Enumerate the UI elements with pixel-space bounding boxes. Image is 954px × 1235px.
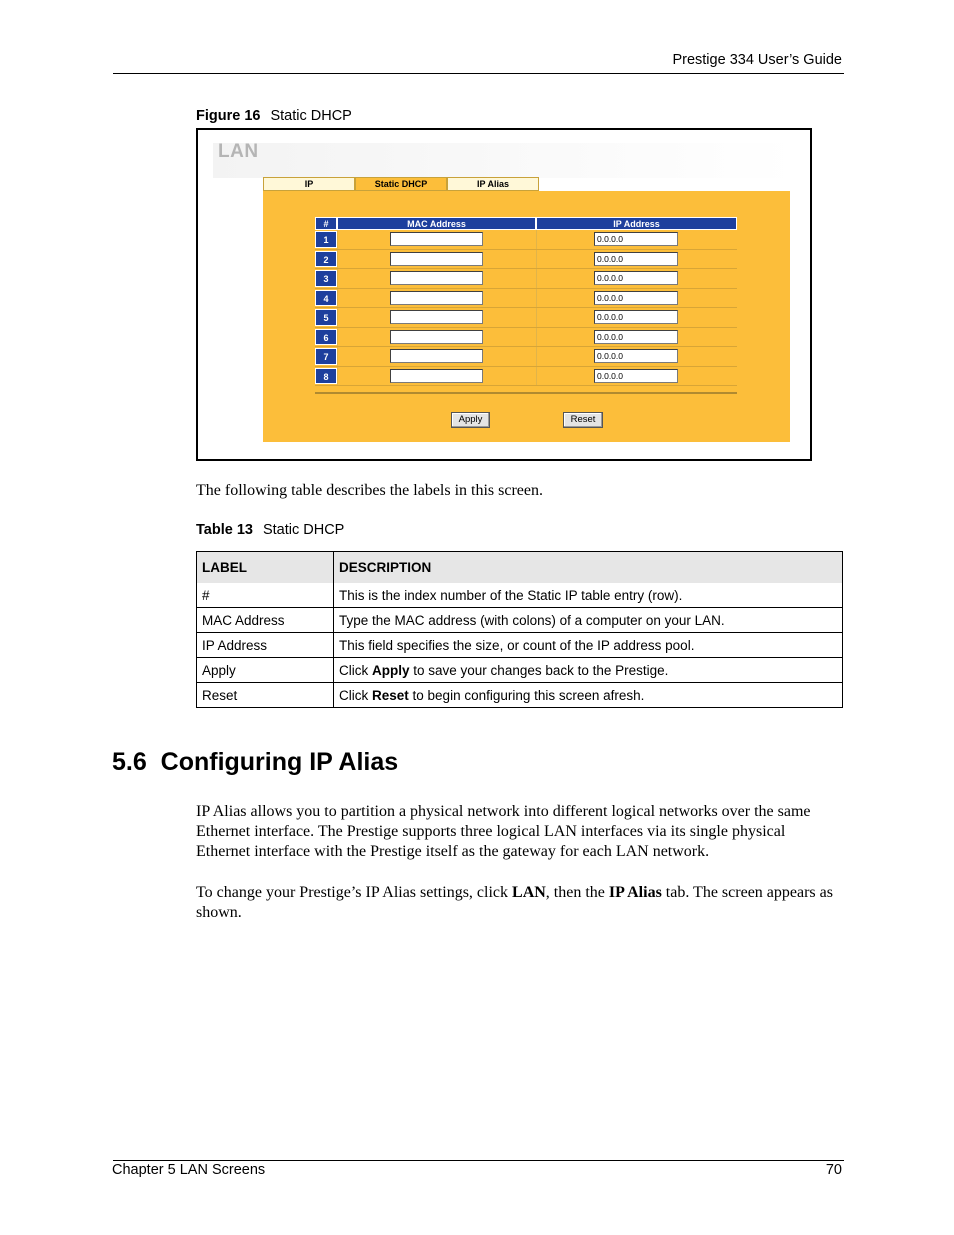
row-label: Reset <box>197 683 334 708</box>
mac-address-input[interactable] <box>390 349 483 363</box>
ip-address-input[interactable]: 0.0.0.0 <box>594 369 678 383</box>
ip-cell <box>536 308 737 327</box>
ip-address-input[interactable]: 0.0.0.0 <box>594 232 678 246</box>
table-row <box>197 608 843 633</box>
grid-row-index: 3 <box>315 270 337 287</box>
grid-row-index: 1 <box>315 231 337 248</box>
row-label: # <box>197 583 334 608</box>
p2-bold-lan: LAN <box>512 884 546 901</box>
ip-cell <box>536 328 737 347</box>
table-label: Table 13 <box>196 522 253 538</box>
ip-cell <box>536 367 737 386</box>
grid-row <box>315 230 737 250</box>
ip-address-input[interactable]: 0.0.0.0 <box>594 349 678 363</box>
mac-address-input[interactable] <box>390 252 483 266</box>
mac-address-input[interactable] <box>390 369 483 383</box>
table-body <box>197 583 843 708</box>
p2-bold-ip-alias: IP Alias <box>608 884 662 901</box>
grid-row <box>315 308 737 328</box>
description-text: Type the MAC address (with colons) of a computer on your LAN. <box>339 612 725 628</box>
grid-row <box>315 347 737 367</box>
table-row <box>197 683 843 708</box>
screen-title-band <box>213 143 797 178</box>
table-row <box>197 633 843 658</box>
tab-static-dhcp[interactable]: Static DHCP <box>355 177 447 191</box>
ip-address-input[interactable]: 0.0.0.0 <box>594 252 678 266</box>
mac-cell <box>337 328 536 347</box>
grid-header-index: # <box>315 217 337 230</box>
ip-cell <box>536 230 737 249</box>
ip-address-input[interactable]: 0.0.0.0 <box>594 291 678 305</box>
section-paragraph-1: IP Alias allows you to partition a physical network into different logical networks over the same Ethernet interface. The Prestige supports three logical LAN interfaces via its single physical Ethernet interface with the Prestige itself as the gateway for each LAN network. <box>196 803 811 860</box>
section-paragraph-2 <box>196 883 836 923</box>
grid-row-index: 2 <box>315 251 337 268</box>
row-description <box>334 683 843 708</box>
table-title: Static DHCP <box>262 522 345 538</box>
p2-text-mid: , then the <box>545 884 609 901</box>
grid-row-index: 4 <box>315 290 337 307</box>
row-label: Apply <box>197 658 334 683</box>
figure-title: Static DHCP <box>270 108 352 124</box>
grid-row <box>315 289 737 309</box>
row-label: MAC Address <box>197 608 334 633</box>
footer-chapter: Chapter 5 LAN Screens <box>112 1162 266 1178</box>
grid-row-index: 5 <box>315 309 337 326</box>
mac-address-input[interactable] <box>390 271 483 285</box>
static-dhcp-grid <box>315 217 737 386</box>
grid-row <box>315 250 737 270</box>
mac-address-input[interactable] <box>390 310 483 324</box>
row-description <box>334 658 843 683</box>
grid-header-ip: IP Address <box>536 217 737 230</box>
ip-cell <box>536 250 737 269</box>
section-heading: 5.6 Configuring IP Alias <box>112 748 399 776</box>
tab-ip-alias[interactable]: IP Alias <box>447 177 539 191</box>
p2-text-start: To change your Prestige’s IP Alias settings, click <box>196 884 513 901</box>
screen-page-title: LAN <box>218 141 259 162</box>
grid-divider <box>315 392 737 394</box>
table-caption <box>196 522 344 538</box>
mac-address-input[interactable] <box>390 232 483 246</box>
row-label: IP Address <box>197 633 334 658</box>
p2-text-end: tab. The screen appears as shown. <box>196 884 833 921</box>
ip-address-input[interactable]: 0.0.0.0 <box>594 271 678 285</box>
footer-page-number: 70 <box>825 1162 842 1178</box>
mac-cell <box>337 289 536 308</box>
mac-cell <box>337 230 536 249</box>
description-bold: Reset <box>372 687 409 703</box>
description-text: Click <box>339 662 372 678</box>
table-header-row <box>197 552 843 584</box>
apply-button[interactable]: Apply <box>451 412 490 428</box>
mac-cell <box>337 269 536 288</box>
grid-header-mac: MAC Address <box>337 217 536 230</box>
grid-row <box>315 367 737 387</box>
description-text-end: to save your changes back to the Prestige. <box>409 662 669 678</box>
table-row <box>197 583 843 608</box>
screen-tab-bar <box>263 177 539 191</box>
mac-address-input[interactable] <box>390 291 483 305</box>
table-header-label: LABEL <box>197 552 334 584</box>
intro-text: The following table describes the labels in this screen. <box>196 482 544 499</box>
label-description-table <box>196 551 843 708</box>
reset-button[interactable]: Reset <box>563 412 603 428</box>
mac-cell <box>337 367 536 386</box>
grid-row-index: 7 <box>315 348 337 365</box>
grid-row-index: 8 <box>315 368 337 385</box>
mac-address-input[interactable] <box>390 330 483 344</box>
description-text: This is the index number of the Static IP table entry (row). <box>339 587 683 603</box>
grid-header-row <box>315 217 737 230</box>
description-bold: Apply <box>372 662 410 678</box>
grid-row-index: 6 <box>315 329 337 346</box>
row-description <box>334 633 843 658</box>
figure-caption <box>196 108 352 124</box>
tab-ip[interactable]: IP <box>263 177 355 191</box>
table-header-description: DESCRIPTION <box>334 552 843 584</box>
ip-cell <box>536 289 737 308</box>
grid-row <box>315 328 737 348</box>
description-text: Click <box>339 687 372 703</box>
table-row <box>197 658 843 683</box>
mac-cell <box>337 308 536 327</box>
description-text-end: to begin configuring this screen afresh. <box>408 687 645 703</box>
ip-cell <box>536 269 737 288</box>
mac-cell <box>337 347 536 366</box>
footer-rule <box>113 1160 844 1161</box>
figure-label: Figure 16 <box>196 108 261 124</box>
ip-cell <box>536 347 737 366</box>
ip-address-input[interactable]: 0.0.0.0 <box>594 330 678 344</box>
row-description <box>334 583 843 608</box>
running-header: Prestige 334 User’s Guide <box>672 52 842 68</box>
row-description <box>334 608 843 633</box>
ip-address-input[interactable]: 0.0.0.0 <box>594 310 678 324</box>
description-text: This field specifies the size, or count of the IP address pool. <box>339 637 695 653</box>
grid-rows <box>315 230 737 386</box>
header-rule <box>113 73 844 74</box>
mac-cell <box>337 250 536 269</box>
grid-row <box>315 269 737 289</box>
